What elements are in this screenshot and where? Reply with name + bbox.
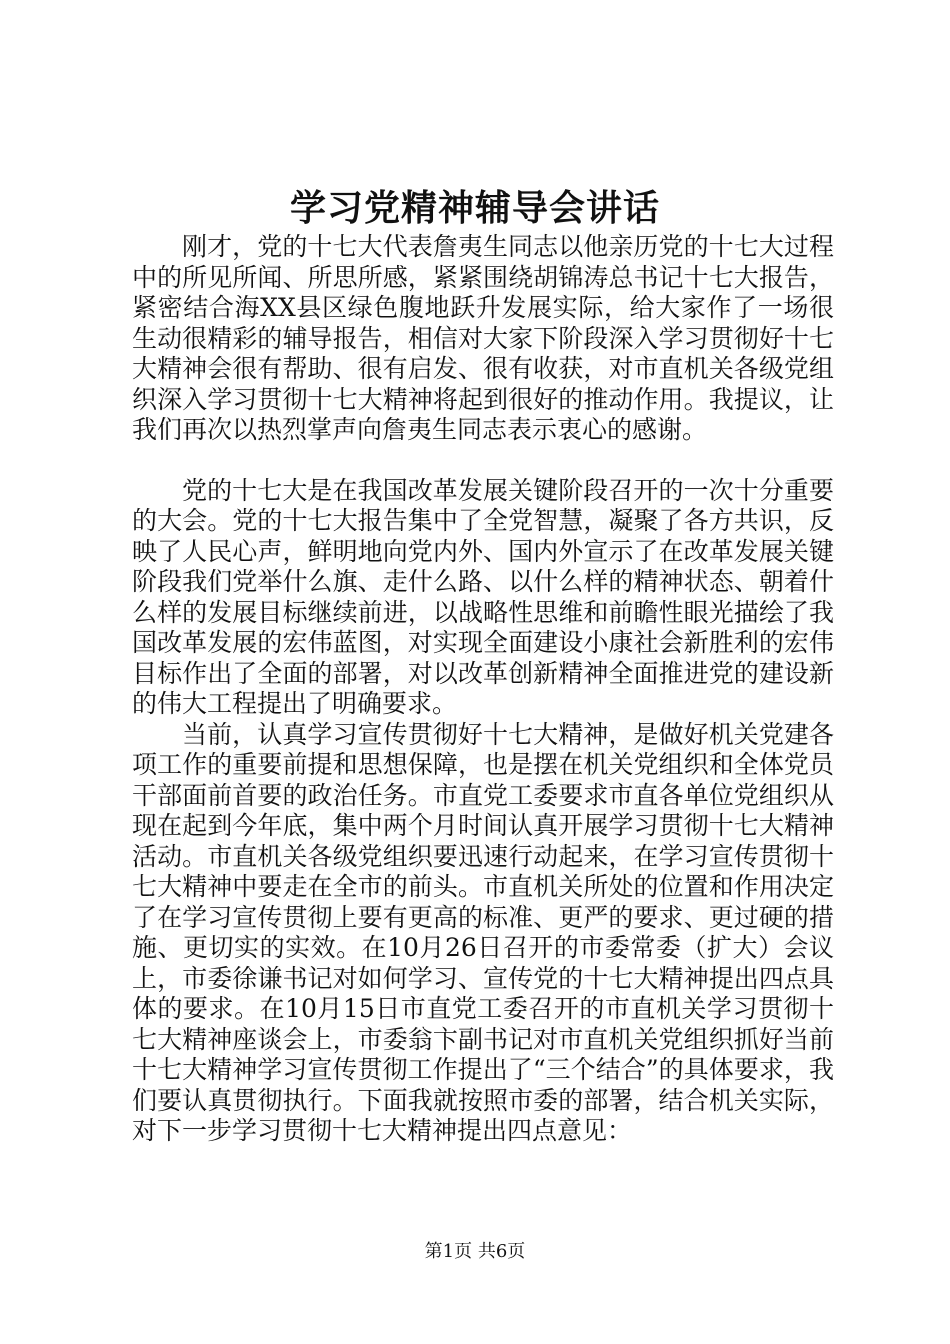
paragraph-3: 当前，认真学习宣传贯彻好十七大精神，是做好机关党建各项工作的重要前提和思想保障，也是摆在机关党组织和全体党员干部面前首要的政治任务。市直党工委要求市直各单位党组织从现在起到今年底，集中两个月时间认真开展学习贯彻十七大精神活动。市直机关各级党组织要迅速行动起来，在学习宣传贯彻十七大精神中要走在全市的前头。市直机关所处的位置和作用决定了在学习宣传贯彻上要有更高的标准、更严的要求、更过硬的措施、更切实的实效。在10月26日召开的市委常委（扩大）会议上，市委徐谦书记对如何学习、宣传党的十七大精神提出四点具体的要求。在10月15日市直党工委召开的市直机关学习贯彻十七大精神座谈会上，市委翁卞副书记对市直机关党组织抓好当前十七大精神学习宣传贯彻工作提出了“三个结合”的具体要求，我们要认真贯彻执行。下面我就按照市委的部署，结合机关实际，对下一步学习贯彻十七大精神提出四点意见： <box>132 719 834 1145</box>
paragraph-2: 党的十七大是在我国改革发展关键阶段召开的一次十分重要的大会。党的十七大报告集中了全党智慧，凝聚了各方共识，反映了人民心声，鲜明地向党内外、国内外宣示了在改革发展关键阶段我们党举什么旗、走什么路、以什么样的精神状态、朝着什么样的发展目标继续前进，以战略性思维和前瞻性眼光描绘了我国改革发展的宏伟蓝图，对实现全面建设小康社会新胜利的宏伟目标作出了全面的部署，对以改革创新精神全面推进党的建设新的伟大工程提出了明确要求。 <box>132 475 834 718</box>
document-body <box>132 232 834 1147</box>
paragraph-1: 刚才，党的十七大代表詹夷生同志以他亲历党的十七大过程中的所见所闻、所思所感，紧紧围绕胡锦涛总书记十七大报告，紧密结合海XX县区绿色腹地跃升发展实际，给大家作了一场很生动很精彩的辅导报告，相信对大家下阶段深入学习贯彻好十七大精神会很有帮助、很有启发、很有收获，对市直机关各级党组织深入学习贯彻十七大精神将起到很好的推动作用。我提议，让我们再次以热烈掌声向詹夷生同志表示衷心的感谢。 <box>132 232 834 444</box>
page-number-footer: 第1页 共6页 <box>424 1241 526 1262</box>
document-title: 学习党精神辅导会讲话 <box>289 187 660 229</box>
